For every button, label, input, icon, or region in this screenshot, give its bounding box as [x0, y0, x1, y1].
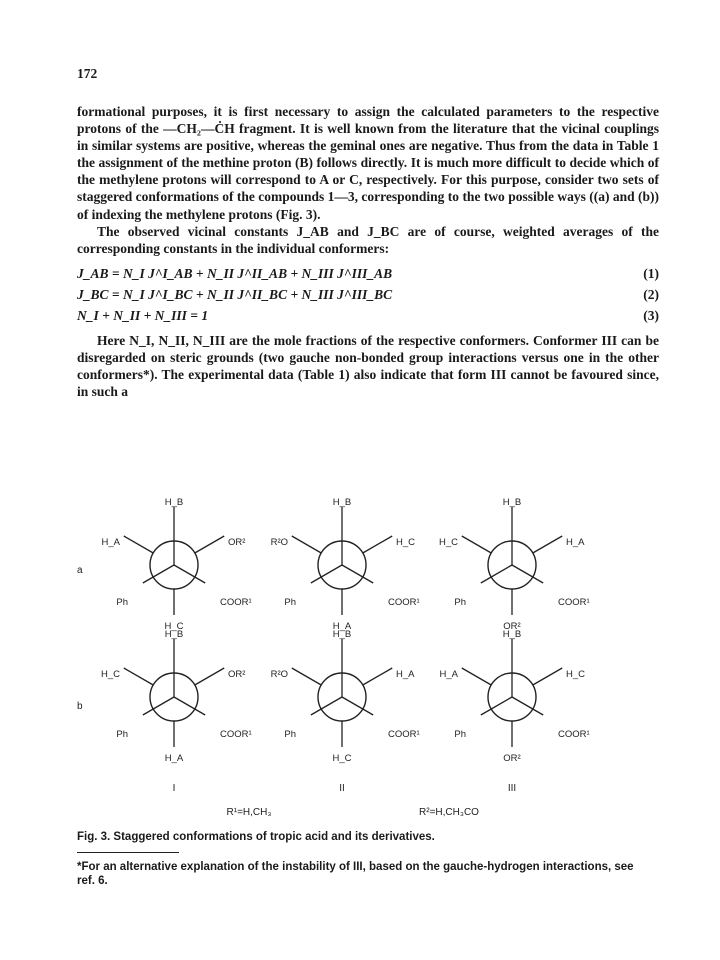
- proj-b-2-label-top: H_B: [332, 629, 352, 640]
- proj-a-3-front-bond: [481, 565, 512, 583]
- proj-a-3-label-top: H_B: [502, 497, 522, 508]
- projection-group: [101, 497, 590, 764]
- proj-a-2-front-bond: [342, 565, 373, 583]
- paragraph-3: Here N_I, N_II, N_III are the mole fractions of the respective conformers. Conformer III can be disregarded on steric grounds (two gauche non-bonded group interactions versus one in the other conformers*). The experimental data (Table 1) also indicate that form III cannot be favoured since, in such a: [77, 332, 659, 400]
- proj-a-2-front-bond: [311, 565, 342, 583]
- proj-a-1-label-lower-right: COOR¹: [220, 597, 252, 608]
- row-label-b: b: [77, 701, 83, 712]
- proj-b-2-label-upper-right: H_A: [396, 669, 415, 680]
- equation-1-body: J_AB = N_I J^I_AB + N_II J^II_AB + N_III J^III_AB: [77, 265, 393, 281]
- equation-3: [77, 305, 659, 326]
- proj-b-3-front-bond: [512, 697, 543, 715]
- figure-3: [77, 497, 667, 822]
- equation-2-number: (2): [643, 286, 659, 302]
- proj-a-1-label-lower-left: Ph: [116, 597, 128, 608]
- legend-r2: R²=H,CH₃CO: [419, 807, 479, 818]
- proj-b-2-back-bond: [363, 668, 392, 685]
- proj-a-3-label-upper-right: H_A: [566, 537, 585, 548]
- equations: [77, 263, 659, 326]
- proj-b-3-label-top: H_B: [502, 629, 522, 640]
- proj-b-1-back-bond: [195, 668, 224, 685]
- equation-3-body: N_I + N_II + N_III = 1: [77, 307, 209, 323]
- paragraph-1: formational purposes, it is first necessary to assign the calculated parameters to the respective protons of the —CH₂—ĊH fragment. It is well known from the literature that the vicinal couplings in similar systems are positive, whereas the geminal ones are negative. Thus from the data in Table 1 the assignment of the methine proton (B) follows directly. It is much more difficult to decide which of the methylene protons will correspond to A or C, respectively. For this purpose, consider two sets of staggered conformations of the compounds 1—3, corresponding to the two possible ways ((a) and (b)) of indexing the methylene protons (Fig. 3).: [77, 104, 659, 222]
- proj-b-1-label-upper-right: OR²: [228, 669, 246, 680]
- proj-a-3-label-upper-left: H_C: [438, 537, 458, 548]
- conformer-label-II: II: [339, 783, 345, 794]
- paragraph-2: The observed vicinal constants J_AB and J_BC are of course, weighted averages of the corresponding constants in the individual conformers:: [77, 223, 659, 256]
- proj-a-1-back-bond: [195, 536, 224, 553]
- proj-b-3-front-bond: [481, 697, 512, 715]
- proj-b-2-label-bottom: H_C: [332, 753, 352, 764]
- row-label-a: a: [77, 565, 83, 576]
- proj-a-2-back-bond: [363, 536, 392, 553]
- proj-b-1-label-bottom: H_A: [164, 753, 184, 764]
- proj-a-3-label-lower-right: COOR¹: [558, 597, 590, 608]
- proj-b-1-label-lower-left: Ph: [116, 729, 128, 740]
- proj-b-1-label-lower-right: COOR¹: [220, 729, 252, 740]
- proj-a-3-label-bottom: OR²: [503, 621, 521, 632]
- proj-b-2-label-lower-left: Ph: [284, 729, 296, 740]
- equation-2-body: J_BC = N_I J^I_BC + N_II J^II_BC + N_III J^III_BC: [77, 286, 393, 302]
- equation-2: [77, 284, 659, 305]
- proj-a-3-back-bond: [533, 536, 562, 553]
- equation-1: [77, 263, 659, 284]
- proj-b-3-label-upper-right: H_C: [566, 669, 586, 680]
- proj-a-3-front-bond: [512, 565, 543, 583]
- proj-a-1-front-bond: [143, 565, 174, 583]
- proj-b-3-back-bond: [462, 668, 491, 685]
- conformer-label-I: I: [172, 783, 176, 794]
- proj-a-2-label-top: H_B: [332, 497, 352, 508]
- proj-b-3-label-upper-left: H_A: [439, 669, 458, 680]
- proj-b-1-front-bond: [174, 697, 205, 715]
- proj-b-1-back-bond: [124, 668, 153, 685]
- proj-a-2-label-upper-right: H_C: [396, 537, 416, 548]
- body-text: [77, 103, 659, 400]
- equation-3-number: (3): [643, 307, 659, 323]
- proj-a-1-label-upper-right: OR²: [228, 537, 246, 548]
- proj-a-2-label-lower-left: Ph: [284, 597, 296, 608]
- newman-projections: [77, 497, 667, 822]
- proj-a-1-label-upper-left: H_A: [101, 537, 120, 548]
- proj-a-1-label-top: H_B: [164, 497, 184, 508]
- proj-a-2-label-bottom: H_A: [332, 621, 352, 632]
- proj-b-2-front-bond: [311, 697, 342, 715]
- proj-b-3-back-bond: [533, 668, 562, 685]
- proj-b-3-label-bottom: OR²: [503, 753, 521, 764]
- proj-b-2-front-bond: [342, 697, 373, 715]
- equation-1-number: (1): [643, 265, 659, 281]
- proj-a-3-label-lower-left: Ph: [454, 597, 466, 608]
- proj-b-1-label-upper-left: H_C: [100, 669, 120, 680]
- proj-a-2-back-bond: [292, 536, 321, 553]
- proj-b-2-back-bond: [292, 668, 321, 685]
- conformer-label-III: III: [507, 783, 517, 794]
- legend-r1: R¹=H,CH₃: [226, 807, 272, 818]
- proj-a-2-label-lower-right: COOR¹: [388, 597, 420, 608]
- proj-a-1-front-bond: [174, 565, 205, 583]
- proj-a-3-back-bond: [462, 536, 491, 553]
- proj-a-2-label-upper-left: R²O: [270, 537, 288, 548]
- proj-b-3-label-lower-right: COOR¹: [558, 729, 590, 740]
- proj-a-1-back-bond: [124, 536, 153, 553]
- proj-b-3-label-lower-left: Ph: [454, 729, 466, 740]
- page-number: 172: [77, 66, 98, 81]
- proj-b-2-label-lower-right: COOR¹: [388, 729, 420, 740]
- proj-a-1-label-bottom: H_C: [164, 621, 184, 632]
- proj-b-2-label-upper-left: R²O: [270, 669, 288, 680]
- figure-caption: Fig. 3. Staggered conformations of tropic acid and its derivatives.: [77, 831, 435, 843]
- footnote-rule: [77, 852, 179, 853]
- proj-b-1-label-top: H_B: [164, 629, 184, 640]
- proj-b-1-front-bond: [143, 697, 174, 715]
- footnote: *For an alternative explanation of the instability of III, based on the gauche-hydrogen interactions, see ref. 6.: [77, 861, 634, 887]
